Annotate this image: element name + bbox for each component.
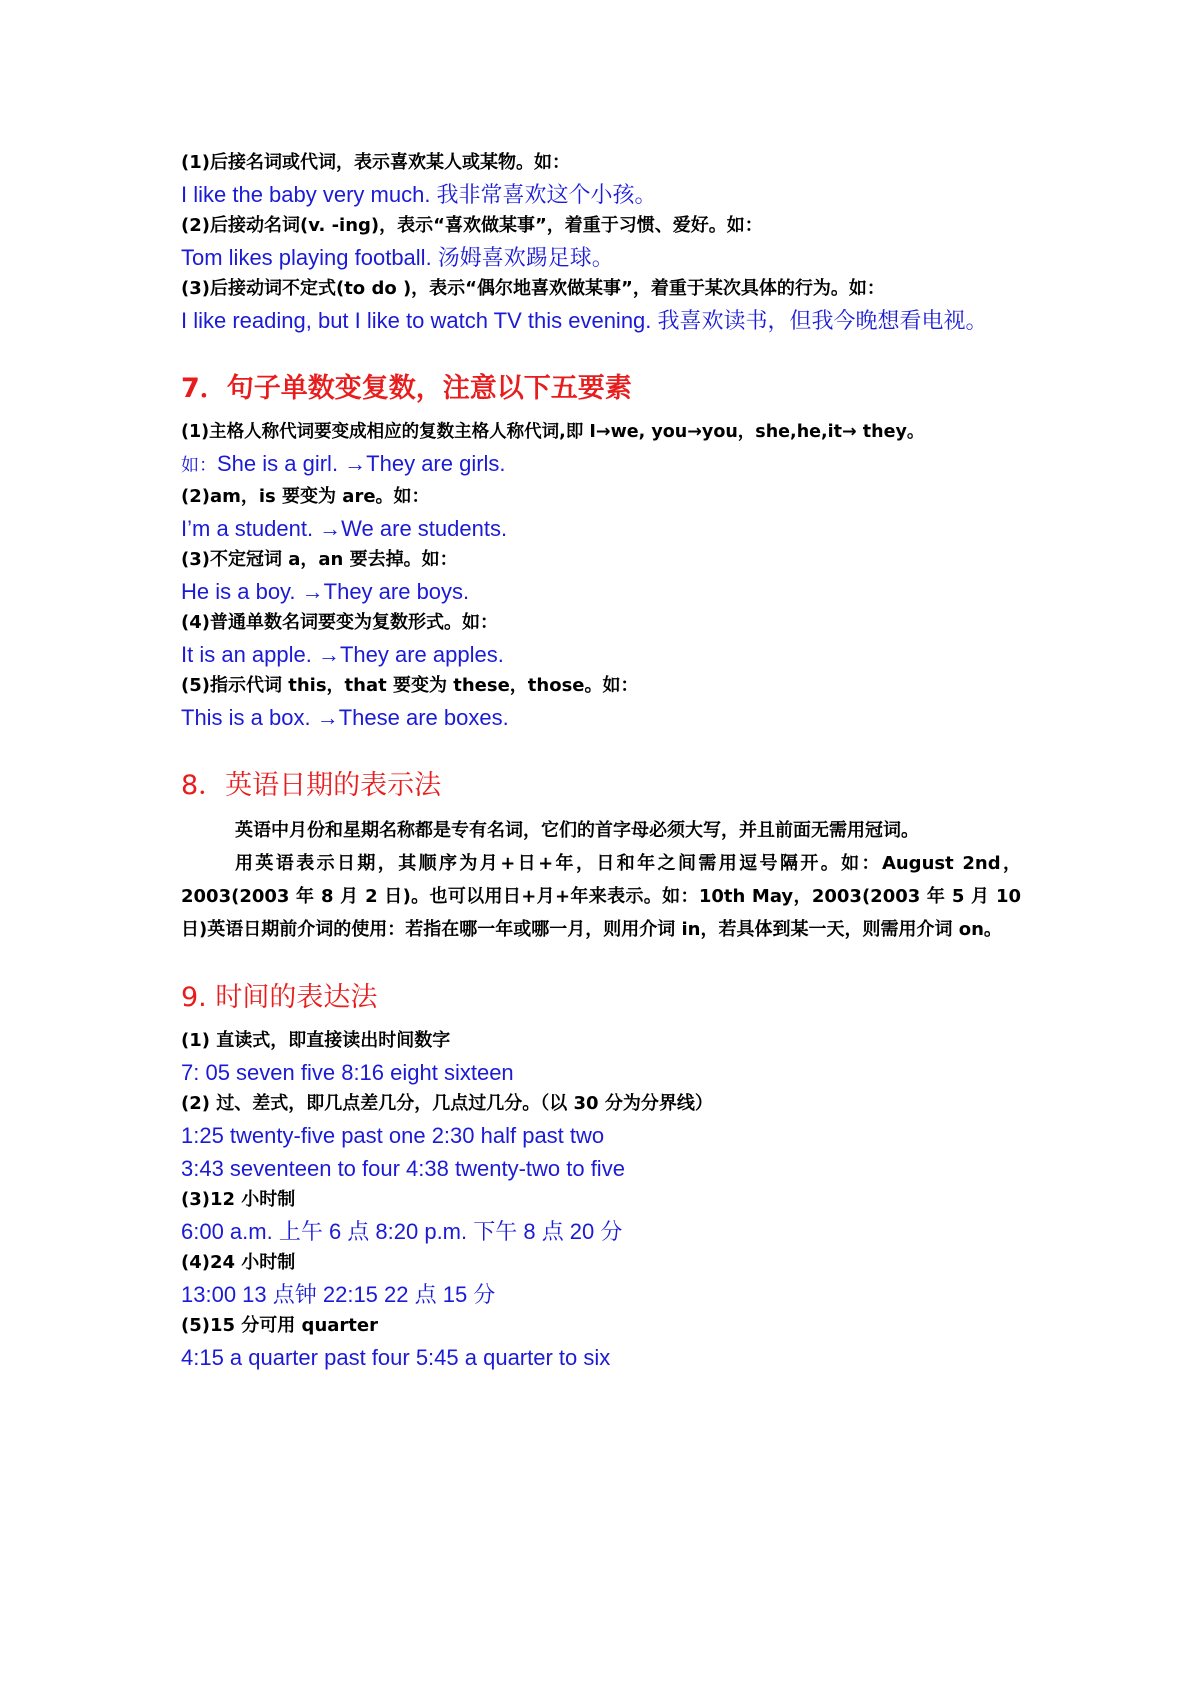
section-9-example-2a: 1:25 twenty-five past one 2:30 half past two — [181, 1123, 605, 1148]
section-9-example-5: 4:15 a quarter past four 5:45 a quarter to six — [181, 1345, 611, 1370]
section-7-example-1 — [181, 447, 1021, 482]
like-example-2: Tom likes playing football. 汤姆喜欢踢足球。 — [181, 245, 614, 270]
section-9-rule-4: (4)24 小时制 — [181, 1252, 296, 1273]
like-rule-2: (2)后接动名词(v. -ing)，表示“喜欢做某事”，着重于习惯、爱好。如： — [181, 215, 763, 236]
section-7-heading: 7．句子单数变复数，注意以下五要素 — [181, 373, 632, 404]
section-8-paragraph-2: 用英语表示日期，其顺序为月+日+年，日和年之间需用逗号隔开。如：August 2nd，2003(2003 年 8 月 2 日)。也可以用日+月+年来表示。如：10th May，2003(2003 年 5 月 10 日)英语日期前介词的使用：若指在哪一年或哪一月，则用介词 in，若具体到某一天，则需用介词 on。 — [181, 853, 1021, 940]
section-9-rule-5: (5)15 分可用 quarter — [181, 1315, 378, 1336]
like-example-1: I like the baby very much. 我非常喜欢这个小孩。 — [181, 182, 657, 207]
section-7-rule-4: (4)普通单数名词要变为复数形式。如： — [181, 612, 498, 633]
like-rule-3: (3)后接动词不定式(to do )，表示“偶尔地喜欢做某事”，着重于某次具体的行为。如： — [181, 278, 885, 299]
section-9-rule-2: (2) 过、差式，即几点差几分，几点过几分。（以 30 分为分界线） — [181, 1093, 713, 1114]
example-lead: 如： — [181, 455, 217, 476]
section-8-paragraph-1: 英语中月份和星期名称都是专有名词，它们的首字母必须大写，并且前面无需用冠词。 — [235, 820, 919, 841]
section-7-example-2: I’m a student. →We are students. — [181, 516, 508, 541]
example-text: She is a girl. →They are girls. — [217, 451, 506, 476]
section-9-example-3: 6:00 a.m. 上午 6 点 8:20 p.m. 下午 8 点 20 分 — [181, 1219, 623, 1244]
section-7-example-4: It is an apple. →They are apples. — [181, 642, 504, 667]
section-7-example-5: This is a box. →These are boxes. — [181, 705, 509, 730]
section-9-rule-1: (1) 直读式，即直接读出时间数字 — [181, 1030, 451, 1051]
like-example-3: I like reading, but I like to watch TV this evening. 我喜欢读书，但我今晚想看电视。 — [181, 308, 988, 333]
section-7-rule-3: (3)不定冠词 a，an 要去掉。如： — [181, 549, 458, 570]
section-7-example-3: He is a boy. →They are boys. — [181, 579, 470, 604]
section-7-rule-1: (1)主格人称代词要变成相应的复数主格人称代词,即 I→we, you→you，she,he,it→ they。 — [181, 422, 925, 442]
section-7-rule-2: (2)am，is 要变为 are。如： — [181, 486, 430, 507]
section-9-example-4: 13:00 13 点钟 22:15 22 点 15 分 — [181, 1282, 496, 1307]
section-9-example-1: 7: 05 seven five 8:16 eight sixteen — [181, 1060, 514, 1085]
section-9-rule-3: (3)12 小时制 — [181, 1189, 296, 1210]
section-9-example-2b: 3:43 seventeen to four 4:38 twenty-two to five — [181, 1156, 625, 1181]
like-rule-1: (1)后接名词或代词，表示喜欢某人或某物。如： — [181, 152, 570, 173]
section-8-heading: 8．英语日期的表示法 — [181, 770, 442, 801]
section-9-heading: 9. 时间的表达法 — [181, 982, 378, 1013]
page-content — [181, 148, 1021, 1374]
section-7-rule-5: (5)指示代词 this，that 要变为 these，those。如： — [181, 675, 639, 696]
